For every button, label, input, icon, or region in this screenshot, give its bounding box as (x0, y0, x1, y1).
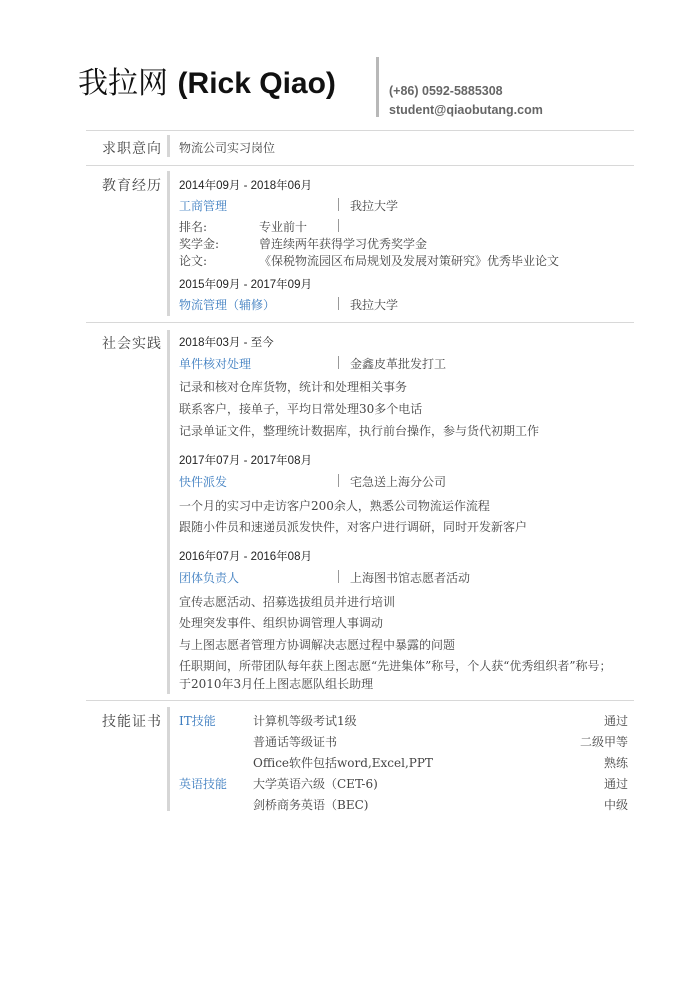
practice-organization: 宅急送上海分公司 (350, 475, 447, 489)
candidate-name (78, 58, 336, 102)
name-english: (Rick Qiao) (177, 67, 336, 100)
practice-detail-line: 一个月的实习中走访客户200余人，熟悉公司物流运作流程 (179, 499, 490, 513)
skills-section-title: 技能证书 (102, 714, 162, 730)
skill-item: Office软件包括word,Excel,PPT (253, 756, 433, 770)
practice-role: 团体负责人 (179, 571, 240, 585)
practice-detail-line: 与上图志愿者管理方协调解决志愿过程中暴露的问题 (179, 638, 456, 652)
practice-detail-line: 宣传志愿活动、招募选拔组员并进行培训 (179, 595, 396, 609)
practice-detail-line: 任职期间，所带团队每年获上图志愿“先进集体”称号，个人获“优秀组织者”称号； (179, 659, 612, 673)
practice-role: 快件派发 (179, 475, 228, 489)
skill-category: 英语技能 (179, 777, 228, 791)
objective-section-title: 求职意向 (102, 141, 162, 157)
practice-role: 单件核对处理 (179, 357, 252, 371)
practice-detail-line: 记录和核对仓库货物，统计和处理相关事务 (179, 380, 408, 394)
practice-period: 2017年07月 - 2017年08月 (179, 455, 312, 467)
practice-section-title: 社会实践 (102, 336, 162, 352)
education-period: 2015年09月 - 2017年09月 (179, 279, 312, 291)
email-address: student@qiaobutang.com (389, 103, 543, 117)
field-separator (338, 474, 339, 487)
practice-detail-line: 跟随小件员和速递员派发快件，对客户进行调研，同时开发新客户 (179, 520, 528, 534)
skill-item: 剑桥商务英语（BEC) (253, 798, 369, 812)
field-separator (338, 356, 339, 369)
skill-item: 计算机等级考试1级 (253, 714, 357, 728)
education-bar (167, 171, 170, 316)
education-major: 工商管理 (179, 199, 228, 213)
section-divider (86, 700, 634, 701)
field-separator (338, 198, 339, 211)
field-separator (338, 570, 339, 583)
detail-label: 排名: (179, 220, 208, 234)
skill-item: 普通话等级证书 (253, 735, 338, 749)
practice-period: 2018年03月 - 至今 (179, 337, 274, 349)
practice-organization: 上海图书馆志愿者活动 (350, 571, 471, 585)
detail-label: 论文: (179, 254, 208, 268)
practice-organization: 金鑫皮革批发打工 (350, 357, 447, 371)
name-chinese: 我拉网 (78, 66, 168, 101)
header-divider (376, 57, 379, 117)
education-section-title: 教育经历 (102, 178, 162, 194)
skills-bar (167, 707, 170, 811)
phone-number: (+86) 0592-5885308 (389, 84, 503, 98)
education-school: 我拉大学 (350, 199, 399, 213)
education-major: 物流管理（辅修） (179, 298, 276, 312)
skill-level: 二级甲等 (579, 735, 628, 749)
detail-value: 《保税物流园区布局规划及发展对策研究》优秀毕业论文 (259, 254, 560, 268)
education-school: 我拉大学 (350, 298, 399, 312)
skill-level: 通过 (603, 714, 628, 728)
practice-bar (167, 330, 170, 694)
skill-level: 熟练 (603, 756, 628, 770)
practice-detail-line: 联系客户，接单子，平均日常处理30多个电话 (179, 402, 423, 416)
education-period: 2014年09月 - 2018年06月 (179, 180, 312, 192)
detail-value: 专业前十 (259, 220, 308, 234)
practice-period: 2016年07月 - 2016年08月 (179, 551, 312, 563)
detail-value: 曾连续两年获得学习优秀奖学金 (259, 237, 428, 251)
practice-detail-line: 记录单证文件，整理统计数据库，执行前台操作，参与货代初期工作 (179, 424, 540, 438)
field-separator (338, 219, 339, 232)
skill-level: 中级 (603, 798, 628, 812)
objective-bar (167, 135, 170, 157)
practice-detail-line: 处理突发事件、组织协调管理人事调动 (179, 616, 384, 630)
skill-category: IT技能 (179, 714, 216, 728)
objective-value: 物流公司实习岗位 (179, 141, 276, 155)
section-divider (86, 322, 634, 323)
section-divider (86, 130, 634, 131)
detail-label: 奖学金: (179, 237, 220, 251)
field-separator (338, 297, 339, 310)
practice-detail-line: 于2010年3月任上图志愿队组长助理 (179, 677, 374, 691)
section-divider (86, 165, 634, 166)
skill-level: 通过 (603, 777, 628, 791)
skill-item: 大学英语六级（CET-6) (253, 777, 378, 791)
